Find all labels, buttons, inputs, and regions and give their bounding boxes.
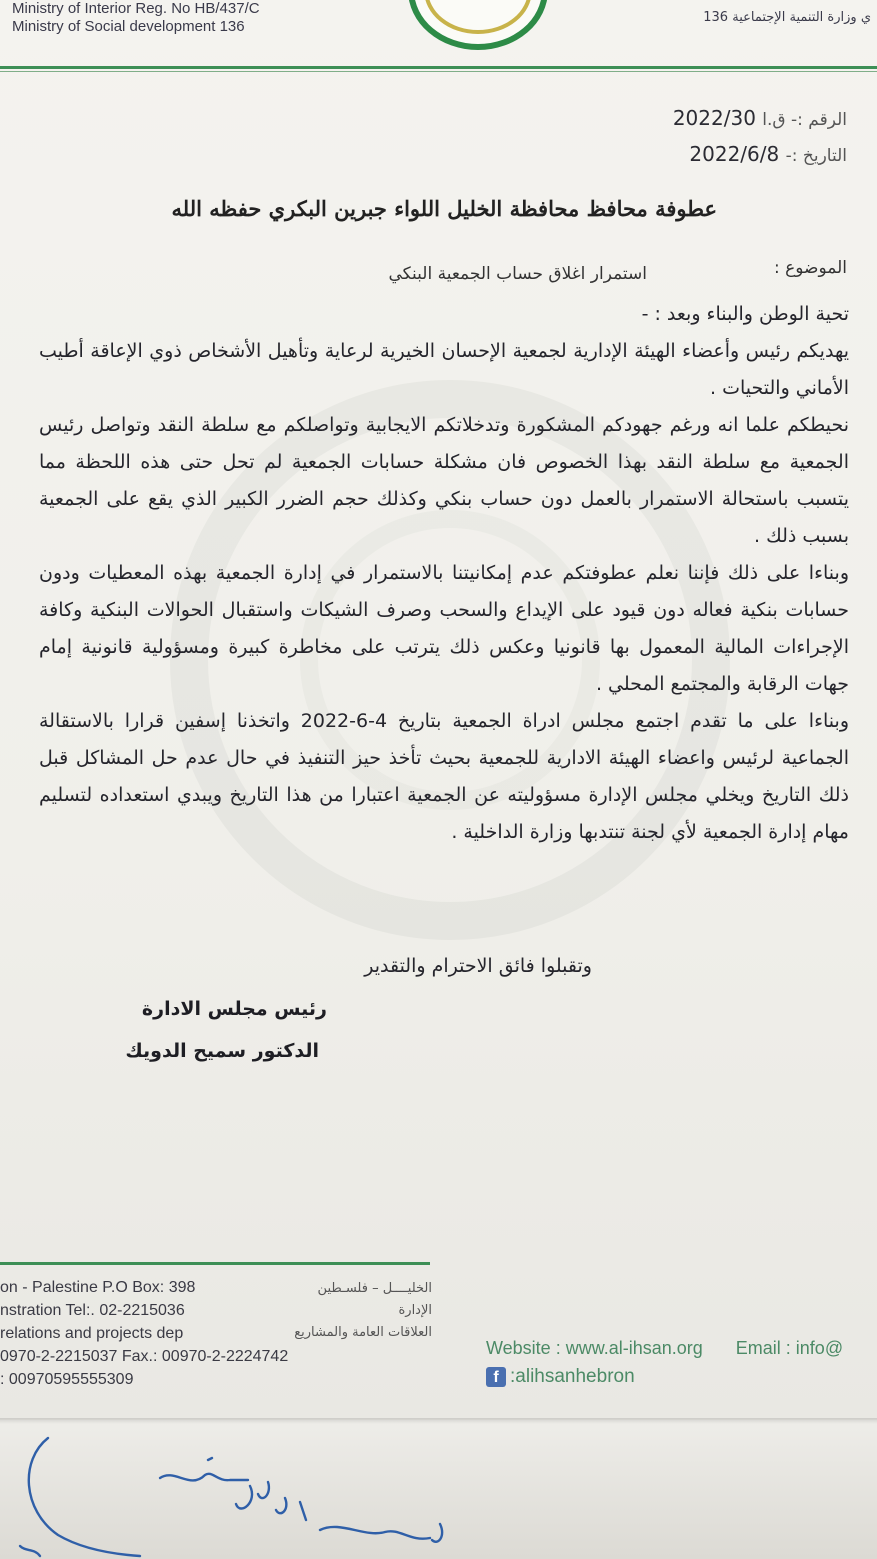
letter-body [39,296,849,851]
signatory-name: الدكتور سميح الدويك [125,1040,319,1062]
paragraph-1: يهديكم رئيس وأعضاء الهيئة الإدارية لجمعية الإحسان الخيرية لرعاية وتأهيل الأشخاص ذوي الإعاقة أطيب الأماني والتحيات . [39,340,849,399]
footer-line-2: nstration Tel:. 02-2215036 [0,1302,185,1319]
closing-line: وتقبلوا فائق الاحترام والتقدير [364,955,592,977]
paragraph-2: نحيطكم علما انه ورغم جهودكم المشكورة وتدخلاتكم الايجابية وتواصلكم مع سلطة النقد وتواصل رئيس الجمعية مع سلطة النقد بهذا الخصوص فان مشكلة حسابات الجمعية لم تحل حتى هذه اللحظة مما يتسبب باستحالة الاستمرار بالعمل دون حساب بنكي وكذلك حجم الضرر الكبير الذي يقع على الجمعية بسبب ذلك . [39,414,849,547]
facebook-row [486,1366,635,1388]
letterhead-line-1: Ministry of Interior Reg. No HB/437/C [12,0,260,17]
footer-contact [0,1276,288,1391]
footer-line-3: relations and projects dep [0,1325,184,1342]
header-divider [0,66,877,69]
greeting: تحية الوطن والبناء وبعد : - [641,303,849,325]
website-link[interactable]: Website : www.al-ihsan.org [486,1338,703,1358]
subject-label: الموضوع : [773,258,847,278]
email-link[interactable]: Email : info@ [735,1338,844,1358]
header-divider-thin [0,71,877,72]
subject-value: استمرار اغلاق حساب الجمعية البنكي [388,264,647,284]
letter-title: عطوفة محافظ محافظة الخليل اللواء جبرين البكري حفظه الله [171,196,717,221]
handwritten-note [0,1420,877,1559]
letterhead-english [12,0,260,36]
reference-number: الرقم :- ق.ا 2022/30 [672,106,847,130]
footer-arabic [294,1278,432,1344]
footer-line-1: on - Palestine P.O Box: 398 [0,1279,196,1296]
paragraph-3: وبناءا على ذلك فإننا نعلم عطوفتكم عدم إمكانيتنا بالاستمرار في إدارة الجمعية بهذه المعطيات ودون حسابات بنكية فعاله دون قيود على الإيداع والسحب وصرف الشيكات واستقبال الحوالات البنكية وكافة الإجراءات المالية المعمول بها قانونيا وعكس ذلك يترتب على مخاطرة كبيرة ومسؤولية قانونية إمام جهات الرقابة والمجتمع المحلي . [39,562,849,695]
signatory-title: رئيس مجلس الادارة [141,998,327,1020]
organization-logo [408,0,548,50]
reference-date: التاريخ :- 2022/6/8 [689,142,847,166]
footer-line-5: : 00970595555309 [0,1371,134,1388]
footer-line-4: 0970-2-2215037 Fax.: 00970-2-2224742 [0,1348,289,1365]
footer-ar-line-1: الخليــــل – فلسـطين [317,1281,432,1296]
facebook-icon: f [486,1367,506,1387]
footer-web-row [486,1338,843,1359]
footer-divider [0,1262,430,1265]
letterhead-line-2: Ministry of Social development 136 [12,18,245,35]
footer-ar-line-3: العلاقات العامة والمشاريع [294,1325,432,1340]
facebook-handle[interactable]: :alihsanhebron [510,1366,635,1387]
footer-ar-line-2: الإدارة [398,1303,432,1318]
paragraph-4: وبناءا على ما تقدم اجتمع مجلس ادراة الجمعية بتاريخ 4-6-2022 واتخذنا إسفين قرارا بالاستقالة الجماعية لرئيس واعضاء الهيئة الادارية للجمعية بحيث تأخذ حيز التنفيذ في حال عدم حل المشاكل قبل ذلك التاريخ ويخلي مجلس الإدارة مسؤوليته عن الجمعية اعتبارا من هذا التاريخ ويبدي استعداده لتسليم مهام إدارة الجمعية لأي لجنة تنتدبها وزارة الداخلية . [39,710,849,843]
letterhead-arabic: ي وزارة التنمية الإجتماعية 136 [703,10,871,25]
